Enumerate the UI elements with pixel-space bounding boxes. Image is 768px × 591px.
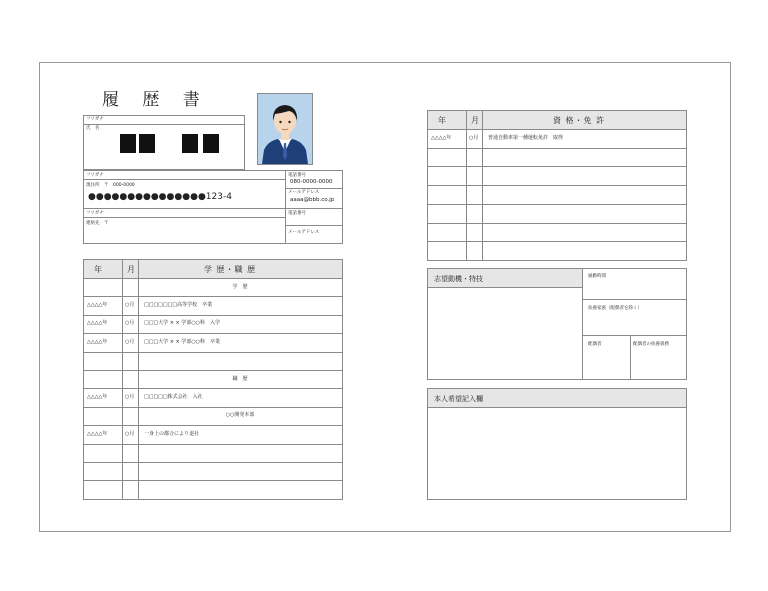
furigana2-label: フリガナ [86,173,104,178]
dependents-label: 扶養家族（配偶者を除く） [588,306,642,311]
history-text: ○○開発本部 [225,412,255,419]
history-month: ○月 [125,320,135,327]
history-text: □□□□□株式会社 入社 [144,394,203,401]
license-row [428,241,686,260]
history-header-month: 月 [127,265,135,274]
license-header-month: 月 [471,116,479,125]
history-row [84,296,342,314]
license-text: 普通自動車第一種運転免許 取得 [488,134,564,141]
license-header-year: 年 [438,116,446,125]
history-year: △△△△年 [87,338,108,345]
name-redaction-1 [120,134,136,153]
history-table [83,259,343,500]
email-value: aaaa@bbb.co.jp [290,197,335,203]
history-year: △△△△年 [87,430,108,437]
address-box [83,170,343,244]
name-redaction-4 [203,134,219,153]
license-table [427,110,687,261]
history-row [84,333,342,351]
history-row [84,444,342,462]
spouse-support-label: 配偶者の扶養義務 [633,342,669,347]
person-photo-icon [258,94,312,164]
commute-label: 通勤時間 [588,274,606,279]
license-row [428,129,686,148]
history-year: △△△△年 [87,394,108,401]
history-row [84,425,342,443]
history-row [84,352,342,370]
license-row [428,166,686,185]
history-row [84,370,342,388]
phone-label: 電話番号 [288,173,306,178]
name-redaction-3 [182,134,198,153]
address-label: 現住所 〒 000-0000 [86,183,135,188]
history-month: ○月 [125,302,135,309]
address-value: ●●●●●●●●●●●●●●●123-4 [88,192,232,202]
name-label: 氏 名 [86,126,100,131]
history-text: □□□大学 × × 学部○○科 入学 [144,320,221,327]
license-month: ○月 [469,134,479,141]
motivation-title: 志望動機・特技 [434,275,483,283]
history-header-year: 年 [94,265,102,274]
license-header-text: 資 格・免 許 [553,116,606,125]
history-year: △△△△年 [87,320,108,327]
history-row [84,407,342,425]
motivation-box [427,268,687,380]
contact-label: 連絡先 〒 [86,221,109,226]
id-photo [257,93,313,165]
history-text: 学 歴 [232,283,248,290]
history-row [84,388,342,406]
name-redaction-2 [139,134,155,153]
resume-title: 履 歴 書 [102,90,209,110]
history-month: ○月 [125,338,135,345]
license-row [428,148,686,167]
license-year: △△△△年 [431,134,452,141]
history-row [84,462,342,480]
history-row [84,315,342,333]
history-row [84,278,342,296]
phone-value: 080-0000-0000 [290,179,333,185]
spouse-label: 配偶者 [588,342,602,347]
history-year: △△△△年 [87,302,108,309]
email-label: メールアドレス [288,190,320,195]
history-text: □□□大学 × × 学部○○科 卒業 [144,338,221,345]
wishes-box [427,388,687,500]
furigana-label: フリガナ [86,117,104,122]
furigana3-label: フリガナ [86,211,104,216]
history-header-text: 学 歴・職 歴 [204,265,257,274]
history-text: □□□□□□□高等学校 卒業 [144,302,213,309]
license-row [428,223,686,242]
phone2-label: 電話番号 [288,211,306,216]
license-row [428,204,686,223]
wishes-title: 本人希望記入欄 [434,395,483,403]
license-row [428,185,686,204]
resume-sheet [39,62,731,532]
history-month: ○月 [125,394,135,401]
history-row [84,480,342,498]
name-box [83,115,245,170]
history-text: 一身上の都合により退社 [144,430,200,437]
history-month: ○月 [125,430,135,437]
history-text: 職 歴 [232,375,248,382]
email2-label: メールアドレス [288,230,320,235]
